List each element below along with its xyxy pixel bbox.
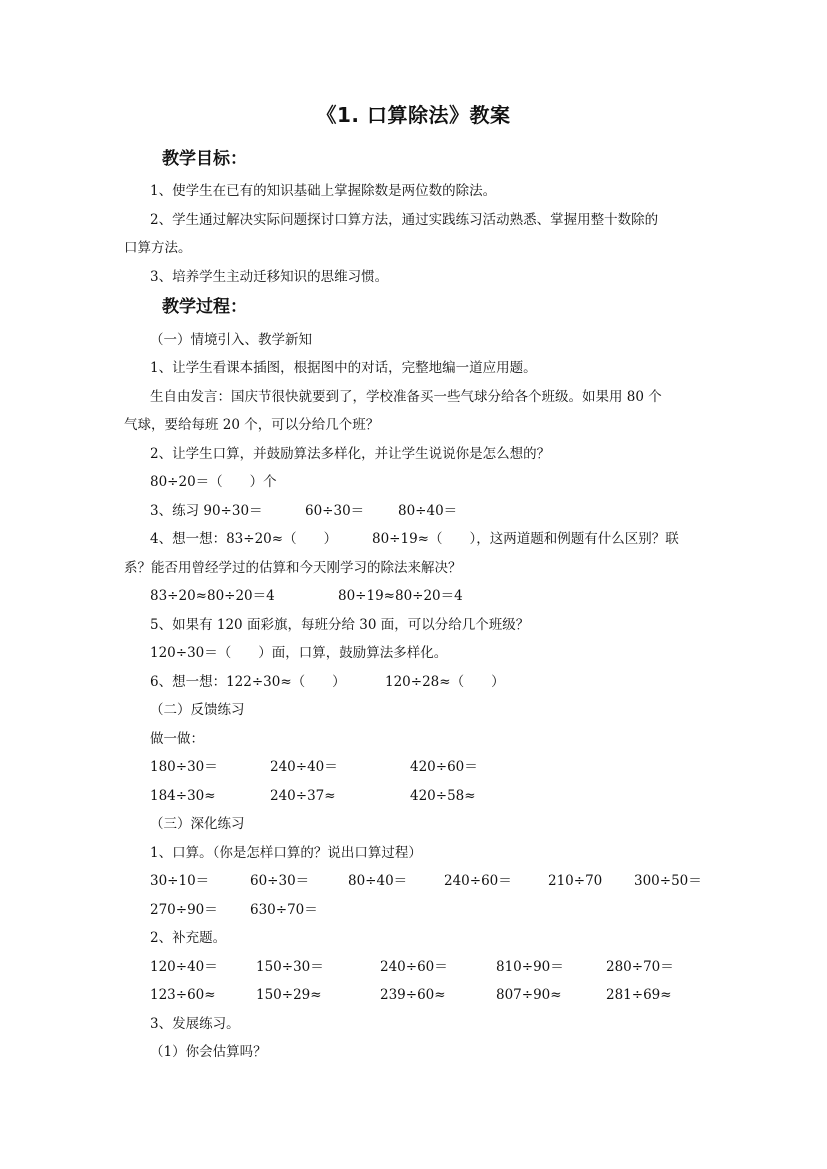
s3-line-2: 2、补充题。 — [150, 930, 227, 946]
s3-row-2-a: 270÷90＝ — [150, 902, 218, 918]
s1-line-6-a: 3、练习 90÷30＝ — [150, 503, 263, 519]
s1-line-12-b: 120÷28≈（ ） — [385, 674, 505, 690]
s3-line-3: 3、发展练习。 — [150, 1016, 240, 1032]
section-1-title: （一）情境引入、教学新知 — [150, 332, 312, 348]
s1-line-7-b: 80÷19≈（ ），这两道题和例题有什么区别？联 — [372, 531, 679, 547]
document-title: 《1. 口算除法》教案 — [316, 103, 511, 127]
section-2-title: （二）反馈练习 — [150, 702, 245, 718]
s3-row-1-c: 80÷40＝ — [348, 873, 408, 889]
s1-line-6-b: 60÷30＝ — [305, 503, 365, 519]
s1-line-6-c: 80÷40＝ — [398, 503, 458, 519]
s3-row-3-e: 280÷70＝ — [606, 959, 674, 975]
s1-line-5: 80÷20＝（ ）个 — [150, 474, 277, 490]
s3-row-4-d: 807÷90≈ — [496, 987, 562, 1003]
s2-line-1: 做一做： — [150, 731, 204, 747]
s1-line-9-b: 80÷19≈80÷20＝4 — [338, 588, 463, 604]
s2-row-1-a: 180÷30＝ — [150, 759, 218, 775]
s2-row-2-b: 240÷37≈ — [270, 788, 336, 804]
s1-line-2: 生自由发言：国庆节很快就要到了，学校准备买一些气球分给各个班级。如果用 80 个 — [150, 389, 662, 405]
s1-line-10: 5、如果有 120 面彩旗，每班分给 30 面，可以分给几个班级？ — [150, 617, 530, 633]
s1-line-7-a: 4、想一想：83÷20≈（ ） — [150, 531, 338, 547]
s3-row-4-c: 239÷60≈ — [380, 987, 446, 1003]
s3-row-3-b: 150÷30＝ — [256, 959, 324, 975]
s3-row-4-e: 281÷69≈ — [606, 987, 672, 1003]
goal-line-1: 1、使学生在已有的知识基础上掌握除数是两位数的除法。 — [150, 183, 497, 199]
s1-line-8: 系？能否用曾经学过的估算和今天刚学习的除法来解决？ — [124, 560, 462, 576]
s1-line-12-a: 6、想一想：122÷30≈（ ） — [150, 674, 346, 690]
s1-line-9-a: 83÷20≈80÷20＝4 — [150, 588, 275, 604]
s3-row-3-d: 810÷90＝ — [496, 959, 564, 975]
heading-teaching-goals: 教学目标： — [162, 149, 247, 169]
heading-teaching-process: 教学过程： — [162, 297, 247, 317]
s3-row-3-c: 240÷60＝ — [380, 959, 448, 975]
s2-row-2-a: 184÷30≈ — [150, 788, 216, 804]
goal-line-2-cont: 口算方法。 — [124, 240, 192, 256]
s3-line-1: 1、口算。（你是怎样口算的？说出口算过程） — [150, 845, 422, 861]
section-3-title: （三）深化练习 — [150, 816, 245, 832]
goal-line-2: 2、学生通过解决实际问题探讨口算方法，通过实践练习活动熟悉、掌握用整十数除的 — [150, 212, 659, 228]
s3-row-1-b: 60÷30＝ — [250, 873, 310, 889]
goal-line-3: 3、培养学生主动迁移知识的思维习惯。 — [150, 269, 389, 285]
s3-row-1-d: 240÷60＝ — [444, 873, 512, 889]
s3-row-1-f: 300÷50＝ — [634, 873, 702, 889]
s2-row-2-c: 420÷58≈ — [410, 788, 476, 804]
s1-line-11: 120÷30＝（ ）面，口算，鼓励算法多样化。 — [150, 645, 448, 661]
s3-row-4-a: 123÷60≈ — [150, 987, 216, 1003]
s2-row-1-c: 420÷60＝ — [410, 759, 478, 775]
s3-row-3-a: 120÷40＝ — [150, 959, 218, 975]
s3-row-1-a: 30÷10＝ — [150, 873, 210, 889]
s1-line-3: 气球，要给每班 20 个，可以分给几个班？ — [124, 417, 380, 433]
s3-row-2-b: 630÷70＝ — [250, 902, 318, 918]
s1-line-4: 2、让学生口算，并鼓励算法多样化，并让学生说说你是怎么想的？ — [150, 446, 551, 462]
s3-row-1-e: 210÷70 — [548, 873, 603, 889]
s1-line-1: 1、让学生看课本插图，根据图中的对话，完整地编一道应用题。 — [150, 360, 537, 376]
s3-row-4-b: 150÷29≈ — [256, 987, 322, 1003]
s2-row-1-b: 240÷40＝ — [270, 759, 338, 775]
s3-line-4: （1）你会估算吗？ — [150, 1044, 267, 1060]
